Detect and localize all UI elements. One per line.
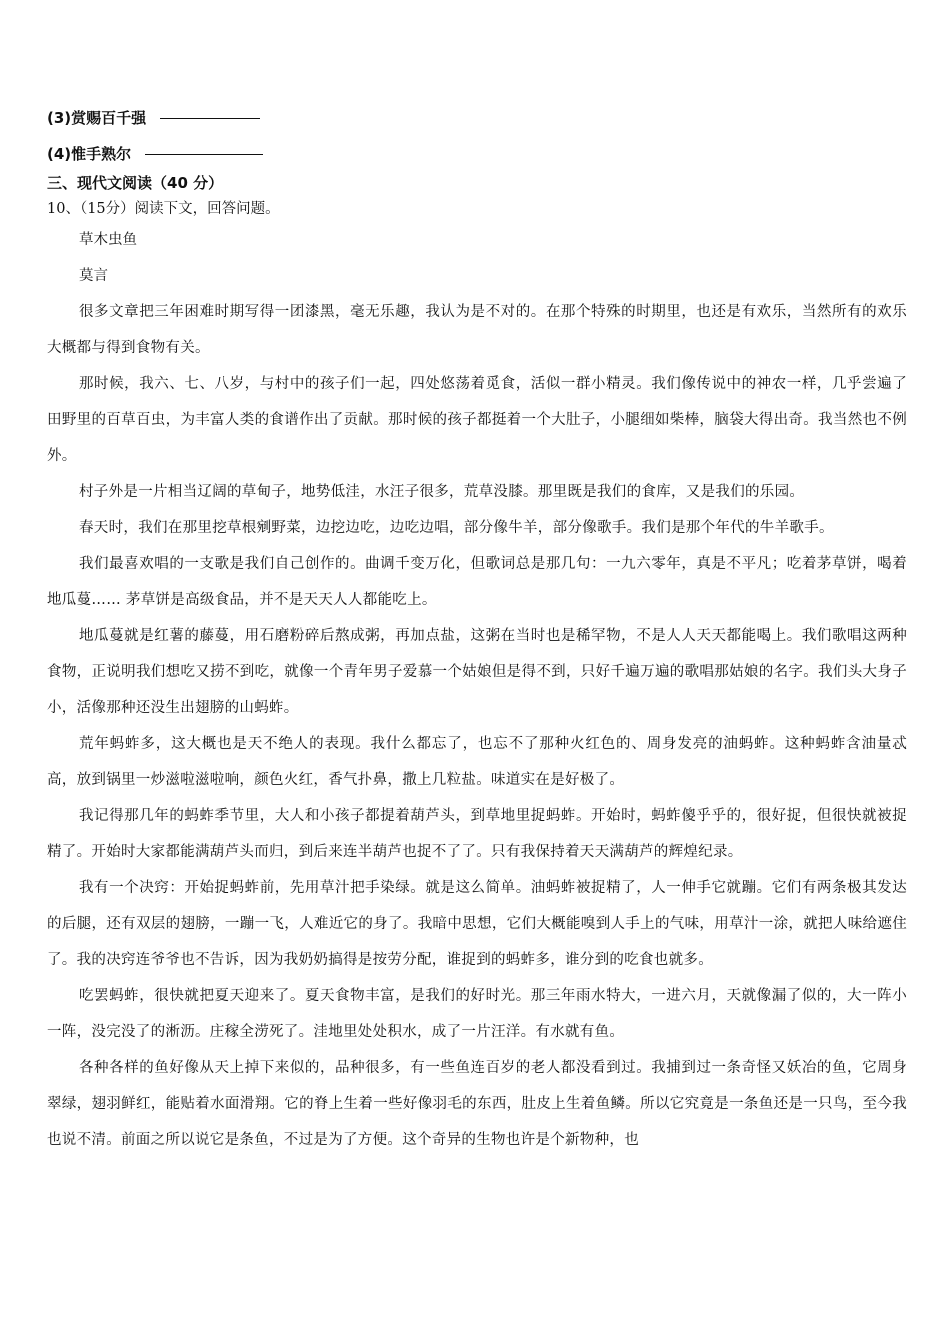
- paragraph-6: 地瓜蔓就是红薯的藤蔓，用石磨粉碎后熬成粥，再加点盐，这粥在当时也是稀罕物，不是人人天天都能喝上。我们歌唱这两种食物，正说明我们想吃又捞不到吃，就像一个青年男子爱慕一个姑娘但是得不到，只好千遍万遍的歌唱那姑娘的名字。我们头大身子小，活像那种还没生出翅膀的山蚂蚱。: [47, 628, 907, 716]
- article-title: 草木虫鱼: [79, 232, 137, 248]
- question-3-label: (3)赏赐百千强: [47, 109, 147, 127]
- question-4: [47, 132, 907, 168]
- paragraph-3: 村子外是一片相当辽阔的草甸子，地势低洼，水汪子很多，荒草没膝。那里既是我们的食库，又是我们的乐园。: [79, 484, 805, 500]
- paragraph-11: 各种各样的鱼好像从天上掉下来似的，品种很多，有一些鱼连百岁的老人都没看到过。我捕到过一条奇怪又妖冶的鱼，它周身翠绿，翅羽鲜红，能贴着水面滑翔。它的脊上生着一些好像羽毛的东西，肚皮上生着鱼鳞。所以它究竟是一条鱼还是一只鸟，至今我也说不清。前面之所以说它是条鱼，不过是为了方便。这个奇异的生物也许是个新物种，也: [47, 1060, 907, 1148]
- article-author: 莫言: [79, 268, 108, 284]
- answer-blank-4[interactable]: [145, 132, 263, 155]
- paragraph-1: 很多文章把三年困难时期写得一团漆黑，毫无乐趣，我认为是不对的。在那个特殊的时期里，也还是有欢乐，当然所有的欢乐大概都与得到食物有关。: [47, 304, 907, 356]
- paragraph-7: 荒年蚂蚱多，这大概也是天不绝人的表现。我什么都忘了，也忘不了那种火红色的、周身发亮的油蚂蚱。这种蚂蚱含油量忒高，放到锅里一炒滋啦滋啦响，颜色火红，香气扑鼻，撒上几粒盐。味道实在是好极了。: [47, 736, 907, 788]
- question-10-prompt: 10、（15分）阅读下文，回答问题。: [47, 201, 280, 217]
- section-title: 三、现代文阅读（40 分）: [47, 174, 224, 192]
- paragraph-5: 我们最喜欢唱的一支歌是我们自己创作的。曲调千变万化，但歌词总是那几句：一九六零年，真是不平凡；吃着茅草饼，喝着地瓜蔓…… 茅草饼是高级食品，并不是天天人人都能吃上。: [47, 556, 907, 608]
- answer-blank-3[interactable]: [160, 96, 260, 119]
- question-3: [47, 96, 907, 132]
- question-4-label: (4)惟手熟尔: [47, 145, 132, 163]
- paragraph-4: 春天时，我们在那里挖草根剜野菜，边挖边吃，边吃边唱，部分像牛羊，部分像歌手。我们是那个年代的牛羊歌手。: [79, 520, 834, 536]
- paragraph-10: 吃罢蚂蚱，很快就把夏天迎来了。夏天食物丰富，是我们的好时光。那三年雨水特大，一进六月，天就像漏了似的，大一阵小一阵，没完没了的淅沥。庄稼全涝死了。洼地里处处积水，成了一片汪洋。有水就有鱼。: [47, 988, 907, 1040]
- document-page: [47, 96, 907, 1158]
- paragraph-9: 我有一个决窍：开始捉蚂蚱前，先用草汁把手染绿。就是这么简单。油蚂蚱被捉精了，人一伸手它就蹦。它们有两条极其发达的后腿，还有双层的翅膀，一蹦一飞，人难近它的身了。我暗中思想，它们大概能嗅到人手上的气味，用草汁一涂，就把人味给遮住了。我的决窍连爷爷也不告诉，因为我奶奶搞得是按劳分配，谁捉到的蚂蚱多，谁分到的吃食也就多。: [47, 880, 907, 968]
- paragraph-8: 我记得那几年的蚂蚱季节里，大人和小孩子都提着葫芦头，到草地里捉蚂蚱。开始时，蚂蚱傻乎乎的，很好捉，但很快就被捉精了。开始时大家都能满葫芦头而归，到后来连半葫芦也捉不了了。只有我保持着天天满葫芦的辉煌纪录。: [47, 808, 907, 860]
- paragraph-2: 那时候，我六、七、八岁，与村中的孩子们一起，四处悠荡着觅食，活似一群小精灵。我们像传说中的神农一样，几乎尝遍了田野里的百草百虫，为丰富人类的食谱作出了贡献。那时候的孩子都挺着一个大肚子，小腿细如柴棒，脑袋大得出奇。我当然也不例外。: [47, 376, 907, 464]
